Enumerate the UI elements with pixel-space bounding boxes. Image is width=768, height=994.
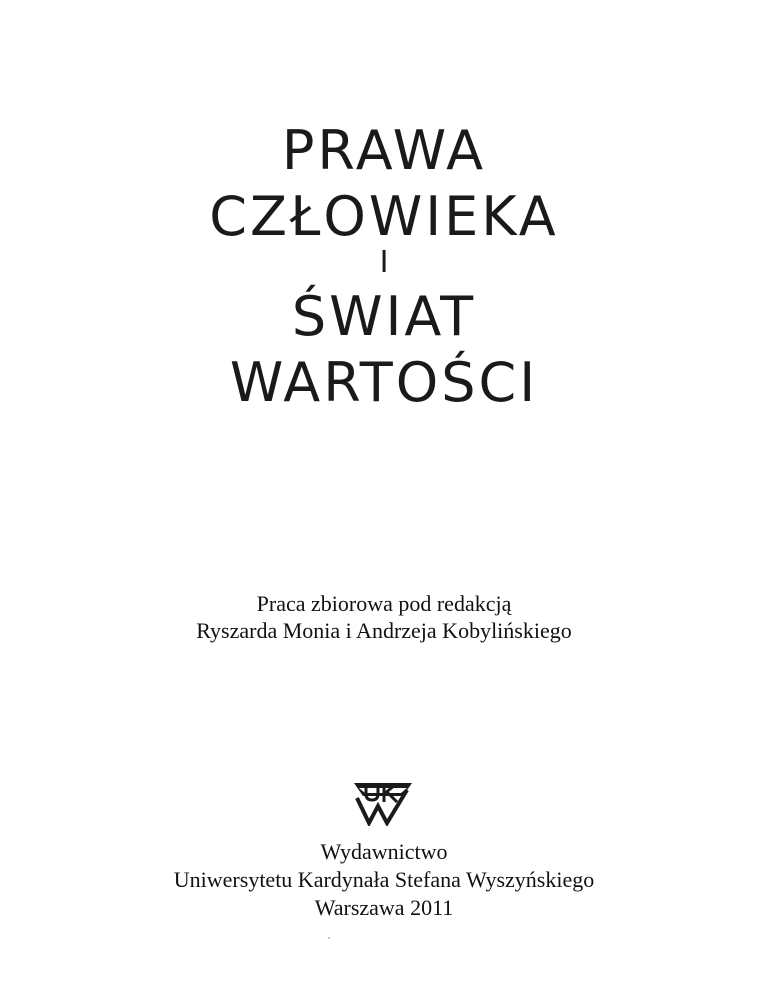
editors-line-1: Praca zbiorowa pod redakcją — [256, 591, 512, 616]
editors-line-2: Ryszarda Monia i Andrzeja Kobylińskiego — [196, 618, 572, 643]
title-line-1: PRAWA — [281, 119, 487, 182]
title-line-3: I — [379, 245, 389, 280]
editors-block — [0, 590, 768, 644]
title-line-4: ŚWIAT — [291, 285, 477, 348]
publisher-line-2: Uniwersytetu Kardynała Stefana Wyszyńskiego — [173, 867, 595, 892]
title-line-5: WARTOŚCI — [229, 351, 539, 414]
publisher-line-3: Warszawa 2011 — [314, 895, 454, 920]
publisher-logo-icon — [351, 780, 415, 826]
book-title — [0, 118, 768, 416]
publisher-line-1: Wydawnictwo — [320, 839, 448, 864]
publisher-block — [0, 838, 768, 922]
title-line-2: CZŁOWIEKA — [209, 185, 559, 248]
scan-speck — [328, 937, 330, 939]
